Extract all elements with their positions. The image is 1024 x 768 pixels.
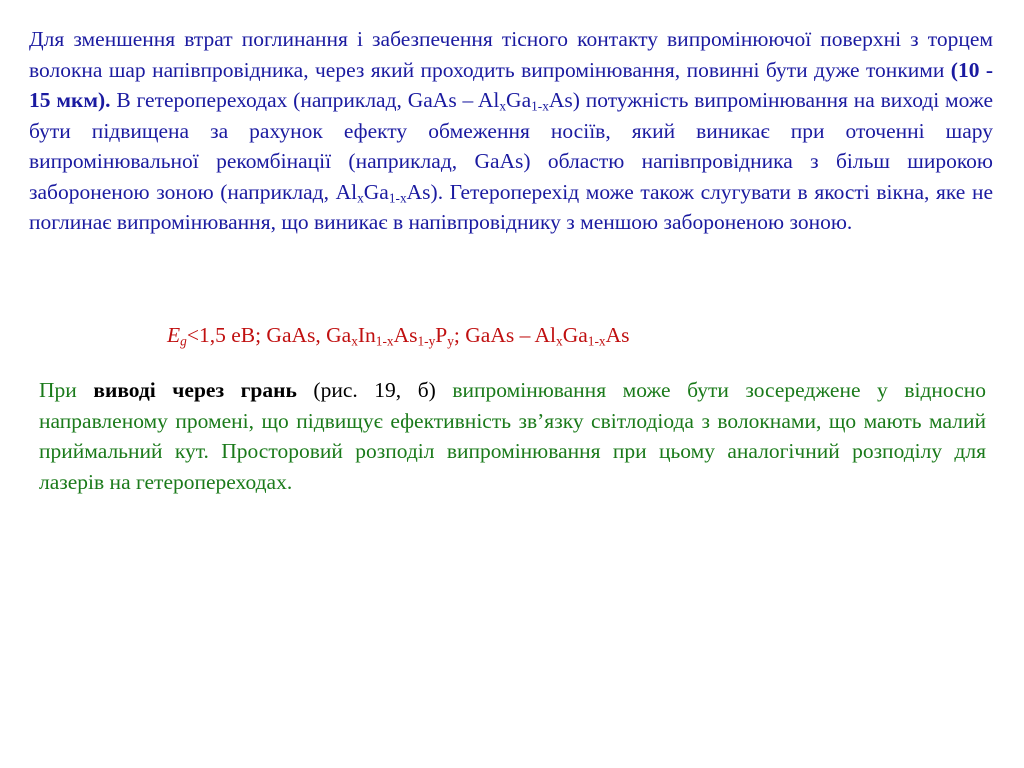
para2-edge-bold: виводі через грань — [93, 378, 297, 402]
formula-sub-2: 1-x — [375, 333, 394, 349]
formula-line — [167, 320, 967, 350]
para1-sub-2: 1-x — [531, 98, 549, 114]
formula-sub-5: x — [556, 333, 563, 349]
para2-text-1: При — [39, 378, 94, 402]
para1-sub-4: 1-x — [388, 189, 407, 205]
formula-sub-1: x — [351, 333, 358, 349]
formula-part-1: <1,5 еВ; GaAs, Ga — [186, 323, 352, 347]
para1-text-3: Ga — [506, 88, 532, 112]
para1-sub-3: x — [357, 189, 364, 205]
formula-g: g — [180, 333, 187, 349]
paragraph-edge-output — [39, 375, 986, 497]
formula-part-3: As — [393, 323, 418, 347]
para1-text-4: As) потужність випромінювання на виході може бути підвищена за рахунок ефекту обмеження носіїв, який виникає при оточенні шару випромінювальної рекомбінації (наприклад, GaAs) областю напівпровідника з більш широкою забороненою зоною (наприклад, Al — [29, 88, 993, 204]
para1-text-2: В гетеропереходах (наприклад, GaAs – Al — [110, 88, 500, 112]
formula-part-4: P — [435, 323, 448, 347]
para1-text-1: Для зменшення втрат поглинання і забезпечення тісного контакту випромінюючої поверхні з торцем волокна шар напівпровідника, через який проходить випромінювання, повинні бути дуже тонкими — [29, 27, 993, 82]
formula-part-2: In — [357, 323, 376, 347]
formula-e: E — [167, 323, 181, 347]
formula-part-7: As — [605, 323, 630, 347]
formula-part-6: Ga — [562, 323, 588, 347]
formula-sub-6: 1-x — [587, 333, 606, 349]
para2-text-3: випромінювання може бути зосереджене у відносно направленому промені, що підвищує ефективність зв’язку світлодіода з волокнами, що мають малий приймальний кут. Просторовий розподіл випромінювання при цьому аналогічний розподілу для лазерів на гетеропереходах. — [39, 378, 986, 494]
formula-sub-3: 1-y — [417, 333, 436, 349]
formula-part-5: ; GaAs – Al — [453, 323, 557, 347]
formula-sub-4: y — [447, 333, 454, 349]
para2-figure-ref: (рис. 19, б) — [296, 378, 436, 402]
para1-sub-1: x — [499, 98, 507, 114]
para1-text-5: Ga — [363, 179, 389, 204]
paragraph-heterojunction — [29, 24, 993, 238]
para1-thickness-bold: (10 - 15 мкм). — [29, 57, 993, 112]
para1-text-6: As). Гетероперехід може також слугувати в якості вікна, яке не поглинає випромінювання, що виникає в напівпровіднику з меншою забороненою зоною. — [29, 179, 993, 234]
